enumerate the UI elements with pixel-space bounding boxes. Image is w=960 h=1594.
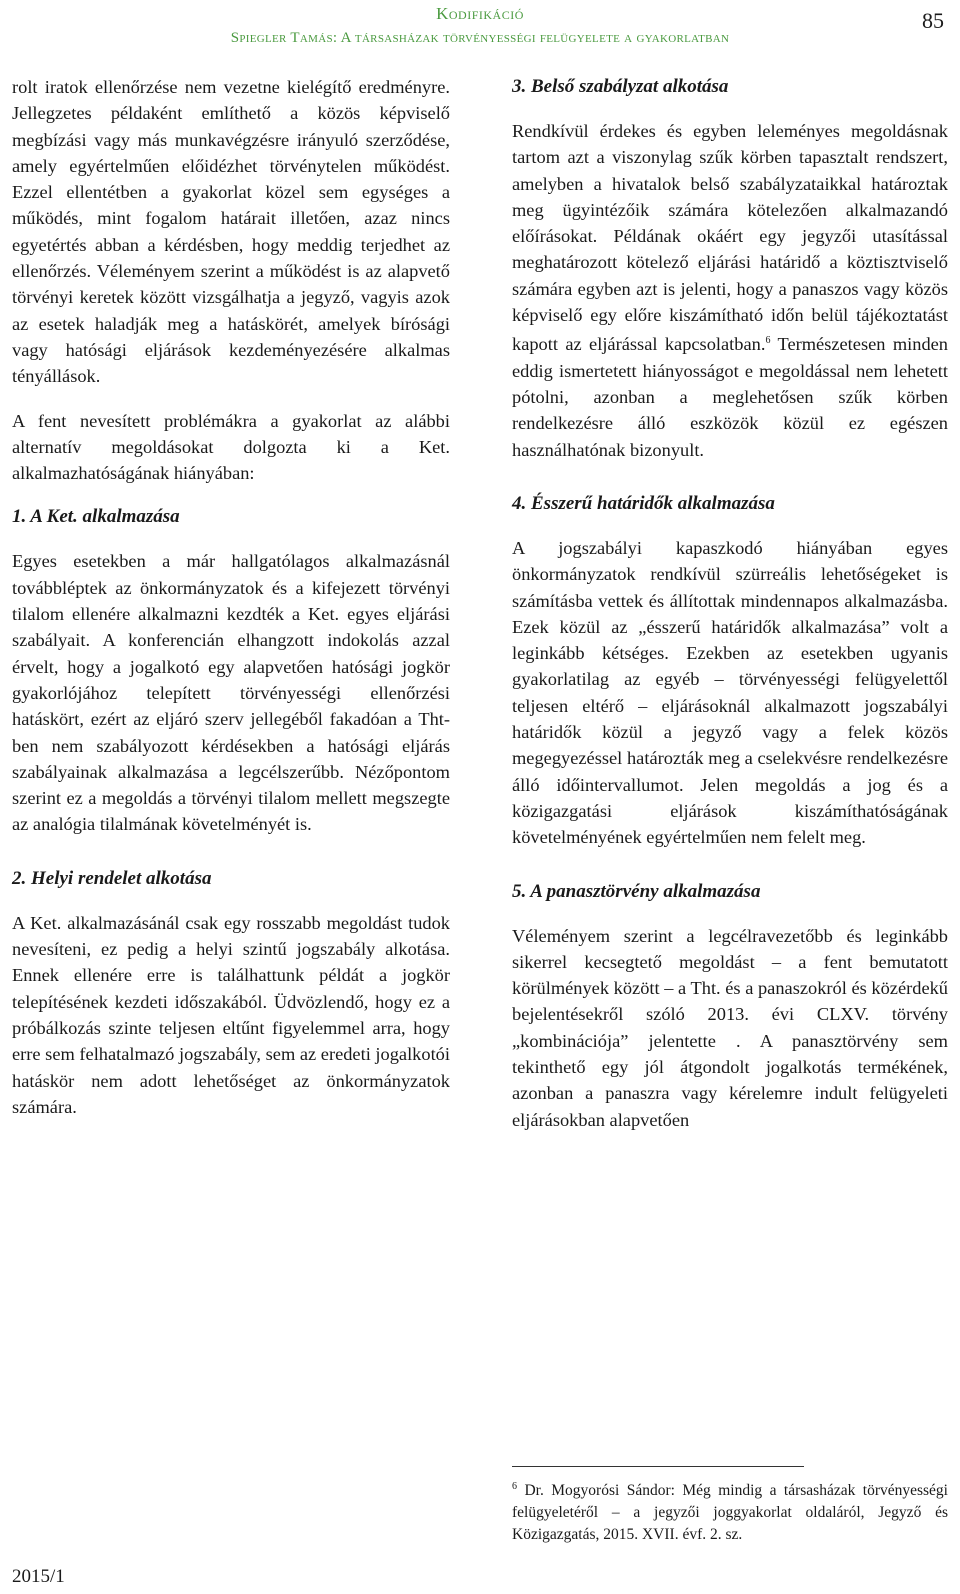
page-header bbox=[0, 0, 960, 60]
section-heading: 4. Ésszerű határidők alkalmazása bbox=[512, 492, 775, 514]
footnote-reference[interactable]: 6 bbox=[765, 335, 771, 347]
section-heading: 2. Helyi rendelet alkotása bbox=[12, 867, 212, 889]
paragraph: Véleményem szerint a legcélravezetőbb és leginkább sikerrel kecsegtető megoldást – a fent bemutatott körülmények között – a Tht. és a panaszokról és közérdekű bejelentésekről szóló 2013. évi CLXV. törvény „kombinációja” jelentette . A panasztörvény sem tekinthető egy jól átgondolt jogalkotás termékének, azonban a panaszra vagy kérelemre indult felügyeleti eljárásokban alapvetően bbox=[512, 925, 948, 1130]
paragraph bbox=[512, 118, 948, 463]
paragraph: A fent nevesített problémákra a gyakorlat az alábbi alternatív megoldásokat dolgozta ki a Ket. alkalmazhatóságának hiányában: bbox=[12, 410, 450, 484]
right-column bbox=[512, 74, 948, 1133]
footnote-divider bbox=[512, 1466, 804, 1467]
footnote bbox=[512, 1476, 948, 1546]
page-number: 85 bbox=[922, 8, 944, 33]
paragraph-text: Természetesen minden eddig ismertetett hiányosságot e megoldással nem lehetett pótolni, azonban a meglehetősen szűk körben rendelkezésre álló eszközök közül ez egészen használhatónak bizonyult. bbox=[512, 334, 949, 460]
footnote-text: Dr. Mogyorósi Sándor: Még mindig a társasházak törvényességi felügyeletéről – a jegyzői joggyakorlat oldaláról, Jegyző és Közigazgatás, 2015. XVII. évf. 2. sz. bbox=[512, 1482, 948, 1544]
header-running-title: Spiegler Tamás: A társasházak törvényességi felügyelete a gyakorlatban bbox=[230, 30, 730, 46]
issue-number: 2015/1 bbox=[12, 1566, 65, 1587]
section-heading: 1. A Ket. alkalmazása bbox=[12, 506, 180, 528]
section-heading: 3. Belső szabályzat alkotása bbox=[512, 76, 729, 97]
paragraph-text: Rendkívül érdekes és egyben leleményes megoldásnak tartom azt a viszonylag szűk körben tapasztalt rendszert, amelyben a hivatalok belső szabályzataikkal határoztak meg ügyintézőik számára kötelezően alkalmazandó előírásokat. Példának okáért egy jegyzői utasítással meghatározott kötelező eljárási határidő a köztisztviselő számára egyben azt is jelenti, hogy a panaszos vagy közös képviselő egy előre kiszámítható időn belül tájékoztatást kapott az eljárással kapcsolatban. bbox=[512, 121, 948, 355]
left-column bbox=[12, 74, 450, 1120]
paragraph: A jogszabályi kapaszkodó hiányában egyes önkormányzatok rendkívül szürreális lehetőségeket is számításba vettek és állítottak mindennapos alkalmazásba. Ezek közül az „ésszerű határidők alkalmazása” volt a leginkább kétséges. Ezekben az esetekben ugyanis gyakorlatilag az egyéb – törvényességi felügyelettől teljesen eltérő – eljárásoknál alkalmazott jogszabályi határidők közül a jegyző vagy a felek közös megegyezéssel határozták meg a cselekvésre rendelkezésre álló időintervallumot. Jelen megoldás a jog és a közigazgatási eljárások kiszámíthatóságának követelményének egyértelműen nem felelt meg. bbox=[512, 537, 948, 848]
paragraph: A Ket. alkalmazásánál csak egy rosszabb megoldást tudok nevesíteni, ez pedig a helyi szintű jogszabály alkotása. Ennek ellenére erre is találhattunk példát a jogkör telepítésének kezdeti időszakából. Üdvözlendő, hogy ez a próbálkozás szinte teljesen eltűnt figyelemmel arra, hogy erre sem felhatalmazó jogszabály, sem az eredeti jogalkotói hatáskör nem adott lehetőséget az önkormányzatok számára. bbox=[12, 912, 450, 1117]
footnote-number: 6 bbox=[512, 1481, 517, 1492]
paragraph: rolt iratok ellenőrzése nem vezetne kielégítő eredményre. Jellegzetes példaként említhető a közös képviselő megbízási vagy más munkavégzésre irányuló szerződése, amely egyértelműen előidézhet törvénytelen működést. Ezzel ellentétben a gyakorlat közel sem egységes a működés, mint fogalom határait illetően, azaz nincs egyetértés abban a kérdésben, hogy meddig terjedhet az ellenőrzés. Véleményem szerint a működést is az alapvető törvényi keretek között vizsgálhatja a jegyző, vagyis azok az esetek haladják meg a hatáskörét, amelyek bírósági vagy hatósági eljárások kezdeményezésére alkalmas tényállások. bbox=[12, 77, 450, 387]
header-section-title: Kodifikáció bbox=[436, 4, 524, 23]
section-heading: 5. A panasztörvény alkalmazása bbox=[512, 880, 761, 902]
paragraph: Egyes esetekben a már hallgatólagos alkalmazásnál továbbléptek az önkormányzatok és a kifejezett törvényi tilalom ellenére alkalmazni kezdték a Ket. egyes eljárási szabályait. A konferencián elhangzott indokolás azzal érvelt, hogy a jogalkotó egy alapvetően hatósági jogkör gyakorlójához telepített törvényességi ellenőrzési hatáskört, ezért az eljáró szerv jellegéből fakadóan a Tht-ben nem szabályozott kérdésekben a hatósági eljárás szabályainak alkalmazása a legcélszerűbb. Nézőpontom szerint ez a megoldás a törvényi tilalom mellett megszegte az analógia tilalmának követelményét is. bbox=[12, 551, 450, 835]
